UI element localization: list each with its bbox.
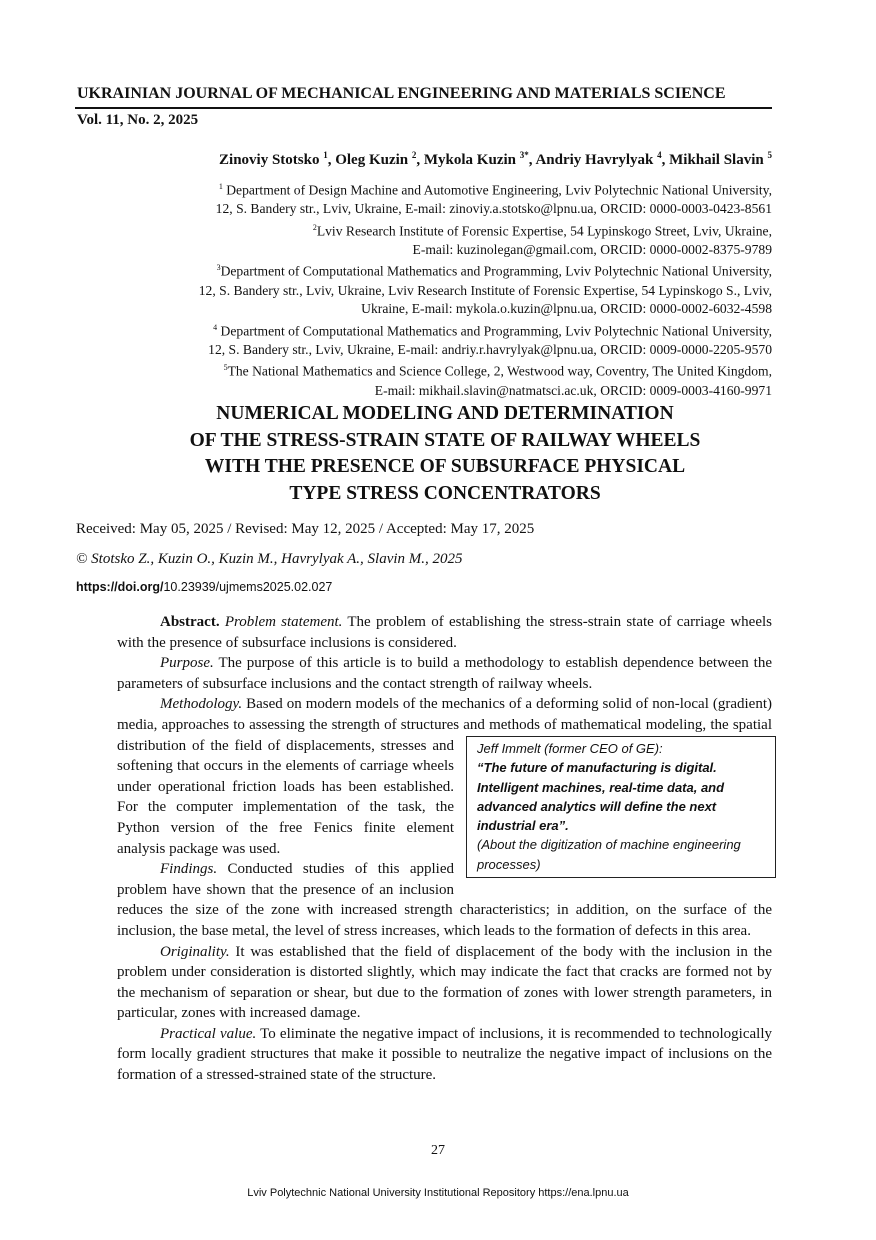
affiliation-line (199, 259, 772, 281)
author-list: Zinoviy Stotsko $^1$, Oleg Kuzin $^2$, Mykola Kuzin $^{3*}$, Andriy Havrylyak $^4$, Mikhail Slavin $^5$ (219, 150, 772, 168)
affiliation-text: E-mail: kuzinolegan@gmail.com, ORCID: 0000-0002-8375-9789 (412, 241, 772, 257)
affiliation-text: Department of Computational Mathematics and Programming, Lviv Polytechnic National University, (220, 263, 772, 279)
para-text: It was established that the field of displacement of the body with the inclusion in the problem under consideration is distorted slightly, which may indicate the fact that cracks are formed not by the mechanism of separation or shear, but due to the formation of zones with lower strength parameters, in particular, zones with increased damage. (117, 943, 772, 1022)
author-affiliation-mark: 2 (411, 150, 417, 160)
author-affiliation-mark: 5 (767, 150, 772, 160)
affiliation-mark: 1 (218, 182, 223, 191)
abstract-purpose (117, 653, 772, 694)
abstract-practical (117, 1024, 772, 1086)
doi-prefix[interactable]: https://doi.org/ (76, 580, 164, 594)
affiliation-text: The National Mathematics and Science College, 2, Westwood way, Coventry, The United Kingdom, (227, 364, 772, 379)
affiliation-line (199, 219, 772, 241)
affiliation-text: 12, S. Bandery str., Lviv, Ukraine, E-mail: andriy.r.havrylyak@lpnu.ua, ORCID: 0009-0000-2205-9570 (208, 341, 772, 357)
quote-line: advanced analytics will define the next (477, 798, 717, 814)
affiliation-mark: 3 (216, 263, 221, 273)
affiliation-line (199, 359, 772, 381)
author-name: Zinoviy Stotsko (219, 152, 320, 168)
affiliation-mark: 2 (312, 222, 317, 232)
affiliation-text: E-mail: mikhail.slavin@natmatsci.ac.uk, ORCID: 0009-0003-4160-9971 (374, 382, 772, 398)
lead: Problem statement. (224, 614, 343, 630)
para-text: The purpose of this article is to build a methodology to establish dependence between the parameters of subsurface inclusions and the contact strength of railway wheels. (117, 655, 772, 692)
affiliation-line (199, 382, 772, 401)
journal-name: UKRAINIAN JOURNAL OF MECHANICAL ENGINEERING AND MATERIALS SCIENCE (77, 85, 726, 102)
affiliation-text: Department of Computational Mathematics and Programming, Lviv Polytechnic National University, (217, 323, 772, 339)
author-name: Andriy Havrylyak (535, 152, 654, 168)
author-name: Mykola Kuzin (423, 152, 516, 168)
author-name: Mikhail Slavin (669, 152, 764, 168)
title-line: TYPE STRESS CONCENTRATORS (289, 482, 601, 504)
author-affiliation-mark: 4 (657, 150, 662, 160)
doi-id[interactable]: 10.23939/ujmems2025.02.027 (163, 580, 333, 594)
abstract (117, 612, 772, 1086)
affiliation-mark: 4 (213, 322, 218, 332)
quote-line: “The future of manufacturing is digital. (477, 760, 717, 776)
quote-attribution: Jeff Immelt (former CEO of GE): (477, 741, 663, 756)
affiliation-mark: 5 (223, 363, 228, 373)
lead: Practical value. (160, 1025, 257, 1042)
title-line: OF THE STRESS-STRAIN STATE OF RAILWAY WHEELS (189, 429, 701, 451)
lead: Methodology. (160, 696, 243, 713)
affiliation-text: Ukraine, E-mail: mykola.o.kuzin@lpnu.ua, ORCID: 0000-0002-6032-4598 (361, 301, 772, 317)
affiliation-text: Department of Design Machine and Automotive Engineering, Lviv Polytechnic National University, (222, 182, 772, 198)
para-text: Conducted studies of this applied problem have shown that the presence of an inclusion reduces the size of the zone with increased strength characteristics; in addition, on the surface of the inclusion, the base metal, the level of stress increases, which leads to the formation of defects in this area. (117, 861, 772, 939)
article-title (100, 401, 790, 507)
copyright: © Stotsko Z., Kuzin O., Kuzin M., Havrylyak A., Slavin M., 2025 (76, 551, 463, 567)
quote-box (466, 736, 776, 878)
affiliation-line (199, 300, 772, 319)
affiliation-text: Lviv Research Institute of Forensic Expertise, 54 Lypinskogo Street, Lviv, Ukraine, (316, 223, 772, 239)
quote-line: industrial era”. (477, 818, 569, 834)
affiliation-line (199, 282, 772, 301)
received-dates: Received: May 05, 2025 / Revised: May 12, 2025 / Accepted: May 17, 2025 (76, 521, 535, 537)
para-text: Based on modern models of the mechanics of a deforming solid of non-local (gradient) media, approaches to assessing the strength of structures and methods of mathematical modeling, the spatial distribution of the field of displacements, stresses and softening that occurs in the elements of carriage wheels under operational friction loads has been established. For the computer implementation of the task, the Python version of the free Fenics finite element analysis package was used. (117, 696, 772, 857)
doi-link[interactable] (76, 580, 332, 594)
volume-issue: Vol. 11, No. 2, 2025 (77, 112, 199, 128)
author-affiliation-mark: 1 (323, 150, 328, 160)
abstract-problem (117, 612, 772, 653)
affiliation-text: 12, S. Bandery str., Lviv, Ukraine, E-mail: zinoviy.a.stotsko@lpnu.ua, ORCID: 0000-0003-0423-8561 (215, 201, 772, 217)
para-text: The problem of establishing the stress-strain state of carriage wheels with the presence of subsurface inclusions is considered. (117, 614, 772, 651)
abstract-label: Abstract. (160, 614, 220, 630)
repository-footer: Lviv Polytechnic National University Institutional Repository https://ena.lpnu.ua (247, 1187, 629, 1199)
header-rule (75, 107, 772, 109)
author-name: Oleg Kuzin (335, 152, 409, 168)
quote-note: (About the digitization of machine engineering processes) (477, 837, 741, 872)
quote-line: Intelligent machines, real-time data, and (477, 779, 725, 795)
para-text: To eliminate the negative impact of inclusions, it is recommended to technologically form locally gradient structures that make it possible to neutralize the negative impact of inclusions on the formation of a stressed-strained state of the structure. (117, 1025, 772, 1084)
affiliation-line (199, 200, 772, 219)
affiliation-line (199, 341, 772, 360)
lead: Originality. (160, 943, 230, 960)
affiliation-line (199, 178, 772, 200)
abstract-originality (117, 942, 772, 1024)
affiliation-text: 12, S. Bandery str., Lviv, Ukraine, Lviv Research Institute of Forensic Expertise, 54 Lypinskogo S., Lviv, (198, 282, 772, 298)
title-line: WITH THE PRESENCE OF SUBSURFACE PHYSICAL (204, 456, 686, 477)
affiliation-line (199, 319, 772, 341)
author-affiliation-mark: 3* (519, 150, 529, 160)
page-number: 27 (431, 1143, 445, 1158)
lead: Findings. (160, 861, 218, 878)
affiliation-line (199, 241, 772, 260)
title-line: NUMERICAL MODELING AND DETERMINATION (216, 403, 674, 424)
affiliations (199, 178, 772, 400)
lead: Purpose. (160, 655, 214, 672)
